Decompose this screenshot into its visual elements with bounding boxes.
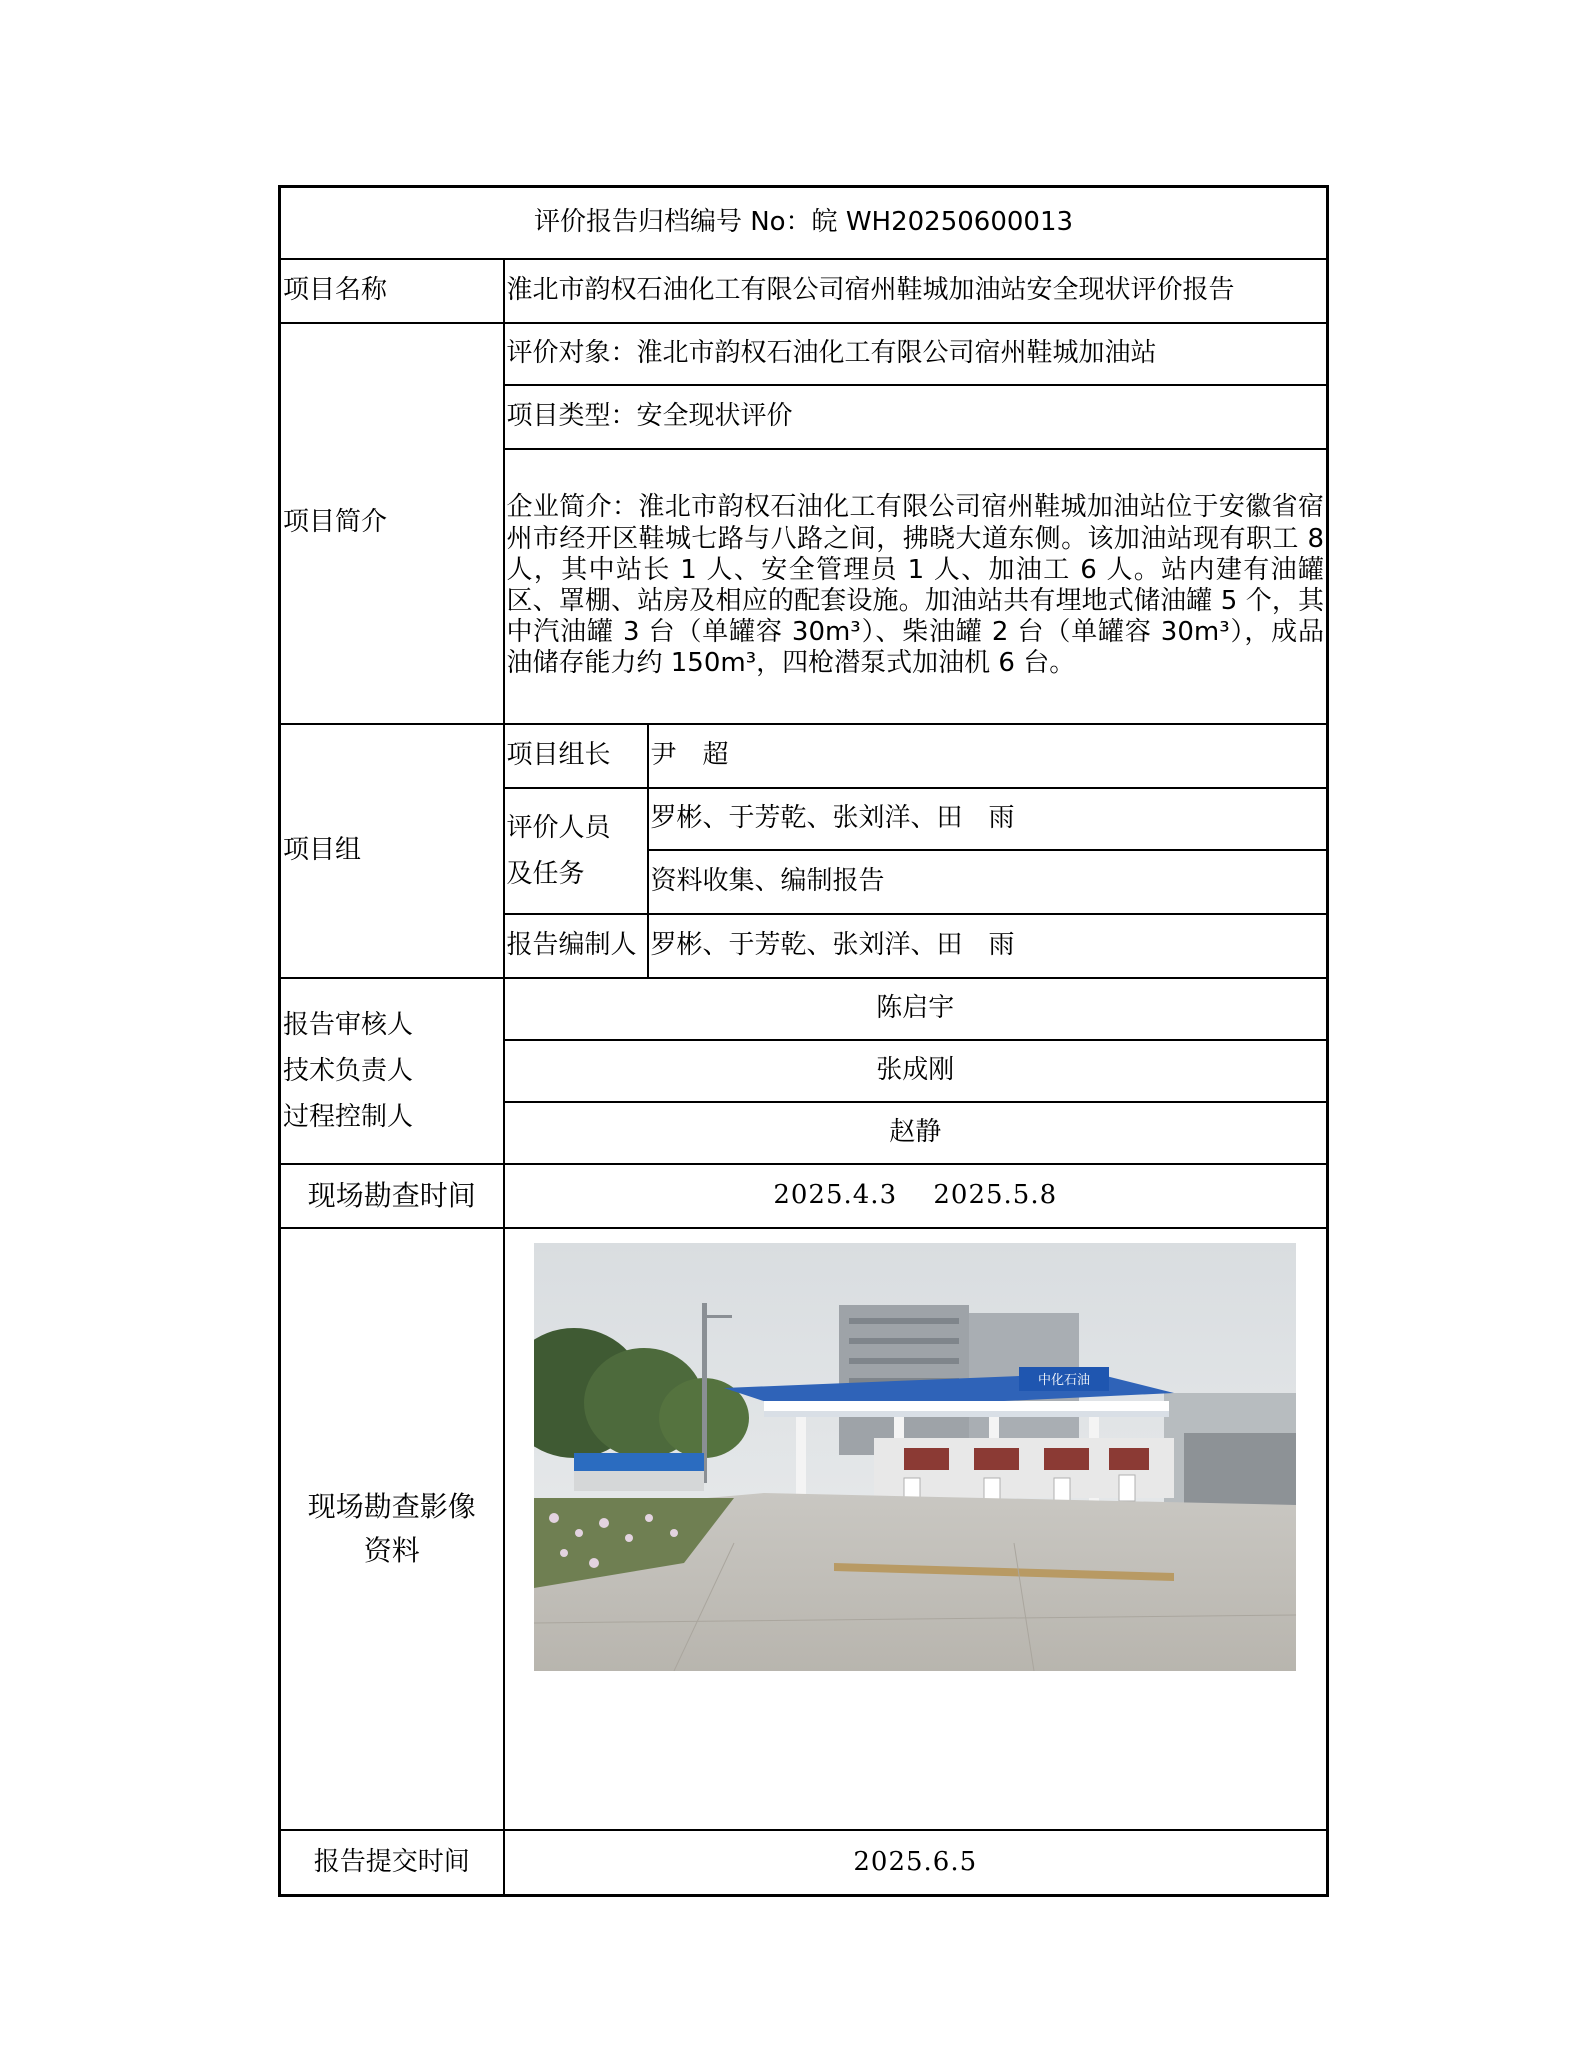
archive-number-title: 评价报告归档编号 No：皖 WH20250600013 [280, 187, 1328, 259]
compiler-value: 罗彬、于芳乾、张刘洋、田 雨 [648, 914, 1328, 978]
title-row [280, 187, 1328, 259]
leader-label: 项目组长 [504, 724, 648, 788]
submit-time-row [280, 1830, 1328, 1896]
evaluators-value: 罗彬、于芳乾、张刘洋、田 雨 [648, 788, 1328, 850]
evaluation-object: 评价对象：淮北市韵权石油化工有限公司宿州鞋城加油站 [504, 323, 1328, 385]
project-name-label: 项目名称 [280, 259, 504, 323]
report-archive-table [278, 185, 1329, 1897]
project-type: 项目类型：安全现状评价 [504, 385, 1328, 449]
survey-time-label: 现场勘查时间 [280, 1164, 504, 1228]
leader-row [280, 724, 1328, 788]
compiler-label: 报告编制人 [504, 914, 648, 978]
review-labels [280, 978, 504, 1164]
gas-station-photo [534, 1243, 1296, 1671]
evaluators-label [504, 788, 648, 914]
canopy-sign-text: 中化石油 [1038, 1372, 1091, 1388]
project-group-label: 项目组 [280, 724, 504, 978]
evaluators-label-text: 评价人员及任务 [506, 812, 611, 889]
survey-images-label-line1: 现场勘查影像 [307, 1489, 476, 1523]
project-name-row [280, 259, 1328, 323]
survey-photo-cell [504, 1228, 1328, 1830]
survey-time-value: 2025.4.3 2025.5.8 [504, 1164, 1328, 1228]
reviewer-row [280, 978, 1328, 1040]
reviewer-label: 报告审核人 [283, 1009, 414, 1040]
survey-time-row [280, 1164, 1328, 1228]
survey-images-label-line2: 资料 [363, 1533, 420, 1567]
leader-value: 尹 超 [648, 724, 1328, 788]
process-control-label: 过程控制人 [283, 1101, 414, 1132]
company-intro: 企业简介：淮北市韵权石油化工有限公司宿州鞋城加油站位于安徽省宿州市经开区鞋城七路与八路之间，拂晓大道东侧。该加油站现有职工 8 人，其中站长 1 人、安全管理员 1 人、加油工 6 人。站内建有油罐区、罩棚、站房及相应的配套设施。加油站共有埋地式储油罐 5 个，其中汽油罐 3 台（单罐容 30m³）、柴油罐 2 台（单罐容 30m³），成品油储存能力约 150m³，四枪潜泵式加油机 6 台。 [504, 449, 1328, 724]
project-name-value: 淮北市韵权石油化工有限公司宿州鞋城加油站安全现状评价报告 [504, 259, 1328, 323]
submit-time-label: 报告提交时间 [280, 1830, 504, 1896]
tech-lead-label: 技术负责人 [283, 1055, 414, 1086]
process-control-value: 赵静 [504, 1102, 1328, 1164]
tech-lead-value: 张成刚 [504, 1040, 1328, 1102]
survey-images-row [280, 1228, 1328, 1830]
reviewer-value: 陈启宇 [504, 978, 1328, 1040]
evaluation-object-row [280, 323, 1328, 385]
survey-images-label [280, 1228, 504, 1830]
submit-time-value: 2025.6.5 [504, 1830, 1328, 1896]
project-intro-label: 项目简介 [280, 323, 504, 724]
task-value: 资料收集、编制报告 [648, 850, 1328, 914]
